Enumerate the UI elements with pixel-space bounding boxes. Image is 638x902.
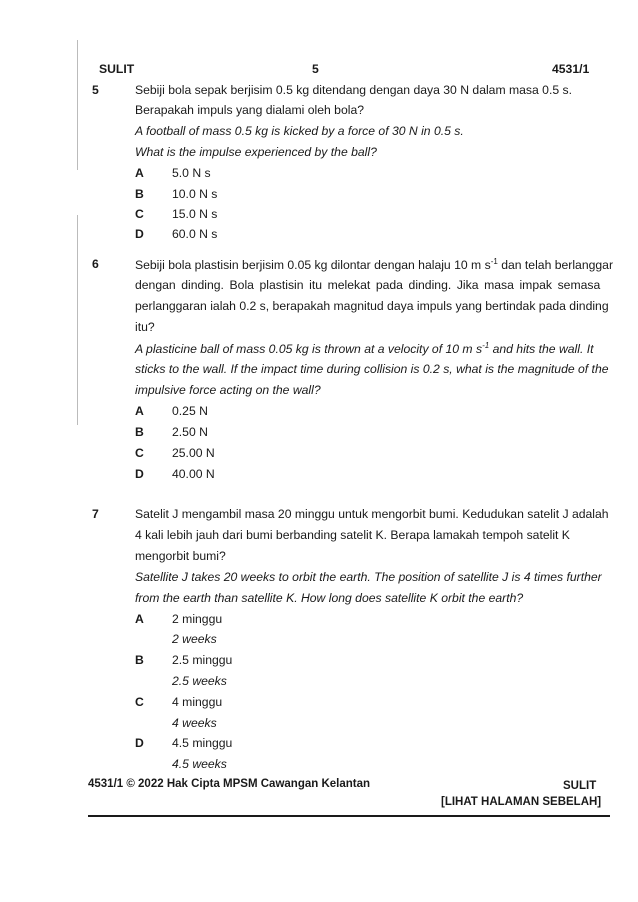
question-text-ms: dengan dinding. Bola plastisin itu melekat pada dinding. Jika masa impak semasa <box>135 278 601 292</box>
page-number: 5 <box>312 62 319 76</box>
option-c-letter: C <box>135 207 144 221</box>
option-c-text-en: 4 weeks <box>172 716 217 730</box>
question-text-ms: mengorbit bumi? <box>135 549 226 563</box>
option-b-letter: B <box>135 187 144 201</box>
option-d-text: 40.00 N <box>172 467 215 481</box>
option-c-text: 25.00 N <box>172 446 215 460</box>
question-number: 5 <box>92 83 99 97</box>
scan-mark <box>77 40 78 170</box>
option-c-text-ms: 4 minggu <box>172 695 223 709</box>
option-c-letter: C <box>135 446 144 460</box>
option-b-letter: B <box>135 653 144 667</box>
question-text-ms: Satelit J mengambil masa 20 minggu untuk mengorbit bumi. Kedudukan satelit J adalah <box>135 507 609 521</box>
footer-copyright: 4531/1 © 2022 Hak Cipta MPSM Cawangan Kelantan <box>88 778 371 790</box>
footer-rule <box>88 815 610 817</box>
option-d-letter: D <box>135 467 144 481</box>
option-a-text: 0.25 N <box>172 404 208 418</box>
question-text-ms: Sebiji bola sepak berjisim 0.5 kg ditendang dengan daya 30 N dalam masa 0.5 s. <box>135 83 572 97</box>
question-text-en: sticks to the wall. If the impact time during collision is 0.2 s, what is the magnitude of the <box>135 362 609 376</box>
question-text-ms: Sebiji bola plastisin berjisim 0.05 kg dilontar dengan halaju 10 m $s^{-1}$ dan telah berlanggar <box>135 257 614 273</box>
scan-mark <box>77 215 78 425</box>
question-text-en: impulsive force acting on the wall? <box>135 383 321 397</box>
option-a-text: 5.0 N s <box>172 166 211 180</box>
option-d-text: 60.0 N s <box>172 227 218 241</box>
question-text-en: Satellite J takes 20 weeks to orbit the earth. The position of satellite J is 4 times further <box>135 570 602 584</box>
question-text-ms: Berapakah impuls yang dialami oleh bola? <box>135 103 364 117</box>
option-d-text-en: 4.5 weeks <box>172 757 227 771</box>
option-d-text-ms: 4.5 minggu <box>172 736 233 750</box>
footer-next-page-note: [LIHAT HALAMAN SEBELAH] <box>441 796 602 808</box>
question-text-en: What is the impulse experienced by the ball? <box>135 145 377 159</box>
question-text-ms: 4 kali lebih jauh dari bumi berbanding satelit K. Berapa lamakah tempoh satelit K <box>135 528 570 542</box>
option-a-text-ms: 2 minggu <box>172 612 223 626</box>
header-classification: SULIT <box>99 62 135 76</box>
paper-code: 4531/1 <box>552 62 590 76</box>
footer-classification: SULIT <box>563 780 597 792</box>
question-text-en: A plasticine ball of mass 0.05 kg is thrown at a velocity of 10 m $s^{-1}$ and hits the wall. It <box>135 341 594 357</box>
option-b-text: 10.0 N s <box>172 187 218 201</box>
option-b-text-ms: 2.5 minggu <box>172 653 233 667</box>
question-number: 7 <box>92 507 99 521</box>
option-a-text-en: 2 weeks <box>172 632 217 646</box>
option-a-letter: A <box>135 612 144 626</box>
option-c-letter: C <box>135 695 144 709</box>
option-a-letter: A <box>135 404 144 418</box>
option-b-letter: B <box>135 425 144 439</box>
option-d-letter: D <box>135 227 144 241</box>
option-b-text-en: 2.5 weeks <box>172 674 227 688</box>
option-b-text: 2.50 N <box>172 425 208 439</box>
question-text-ms: perlanggaran ialah 0.2 s, berapakah magnitud daya impuls yang bertindak pada dinding <box>135 299 609 313</box>
question-text-en: A football of mass 0.5 kg is kicked by a force of 30 N in 0.5 s. <box>135 124 464 138</box>
option-a-letter: A <box>135 166 144 180</box>
option-d-letter: D <box>135 736 144 750</box>
option-c-text: 15.0 N s <box>172 207 218 221</box>
question-text-en: from the earth than satellite K. How long does satellite K orbit the earth? <box>135 591 524 605</box>
question-number: 6 <box>92 257 99 271</box>
question-text-ms: itu? <box>135 320 155 334</box>
